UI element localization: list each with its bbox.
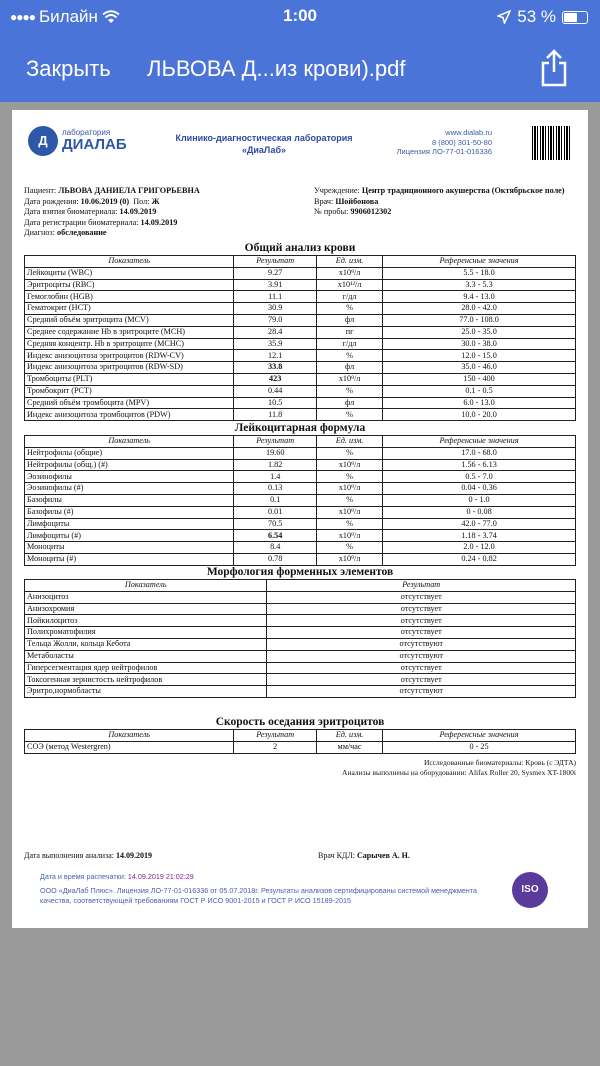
test-name: Эозинофилы (#) <box>25 483 234 495</box>
result-value: 79.0 <box>234 314 317 326</box>
unit: % <box>317 494 383 506</box>
table-row <box>25 326 576 338</box>
table-row <box>25 303 576 315</box>
patient-info <box>24 186 324 239</box>
table-row <box>25 627 576 639</box>
section-esr <box>24 716 576 754</box>
unit: фл <box>317 362 383 374</box>
column-header: Результат <box>234 730 317 742</box>
section-morphology <box>24 566 576 698</box>
column-header: Ед. изм. <box>317 436 383 448</box>
test-name: Среднее содержание Hb в эритроците (MCH) <box>25 326 234 338</box>
reference-range: 35.0 - 46.0 <box>383 362 576 374</box>
result-value: 10.5 <box>234 397 317 409</box>
patient-label: Пациент: <box>24 186 57 195</box>
table-row <box>25 542 576 554</box>
result-value: 0.78 <box>234 553 317 565</box>
test-name: Анизоцитоз <box>25 591 267 603</box>
result-value: 33.8 <box>234 362 317 374</box>
iso-badge-icon: ISO <box>512 872 548 908</box>
institution-info <box>314 186 576 218</box>
table-row <box>25 385 576 397</box>
test-name: Индекс анизоцитоза тромбоцитов (PDW) <box>25 409 234 421</box>
analysis-date <box>24 851 152 860</box>
patient-name: ЛЬВОВА ДАНИЕЛА ГРИГОРЬЕВНА <box>58 186 200 195</box>
logo-subtitle: лаборатория <box>62 128 111 137</box>
carrier: Билайн <box>39 7 98 26</box>
result-value: 0.1 <box>234 494 317 506</box>
test-name: Эритро,нормобласты <box>25 686 267 698</box>
analysis-date-label: Дата выполнения анализа: <box>24 851 114 860</box>
section-title: Скорость оседания эритроцитов <box>215 716 385 728</box>
reference-range: 1.18 - 3.74 <box>383 530 576 542</box>
table-row <box>25 362 576 374</box>
result-value: 6.54 <box>234 530 317 542</box>
test-name: Базофилы <box>25 494 234 506</box>
column-header: Результат <box>234 436 317 448</box>
reference-range: 12.0 - 15.0 <box>383 350 576 362</box>
column-header: Показатель <box>25 580 267 592</box>
esr-table <box>24 729 576 754</box>
unit: мм/час <box>317 741 383 753</box>
result-value: отсутствует <box>267 603 576 615</box>
result-value: 11.1 <box>234 291 317 303</box>
test-name: Гемоглобин (HGB) <box>25 291 234 303</box>
table-row <box>25 553 576 565</box>
result-value: отсутствуют <box>267 638 576 650</box>
result-value: 30.9 <box>234 303 317 315</box>
test-name: Средняя концентр. Hb в эритроците (MCHC) <box>25 338 234 350</box>
result-value: 35.9 <box>234 338 317 350</box>
test-name: Метаболасты <box>25 650 267 662</box>
print-label: Дата и время распечатки: <box>40 872 126 881</box>
result-value: 19.60 <box>234 447 317 459</box>
result-value: отсутствует <box>267 615 576 627</box>
morph-table <box>24 579 576 698</box>
taken-date: 14.09.2019 <box>119 207 157 216</box>
section-cbc <box>24 242 576 421</box>
sample-number: 9906012302 <box>350 207 392 216</box>
unit: x10⁹/л <box>317 483 383 495</box>
reference-range: 0 - 25 <box>383 741 576 753</box>
reference-range: 0.24 - 0.82 <box>383 553 576 565</box>
result-value: 3.91 <box>234 279 317 291</box>
reference-range: 25.0 - 35.0 <box>383 326 576 338</box>
reference-range: 77.0 - 108.0 <box>383 314 576 326</box>
test-name: Моноциты <box>25 542 234 554</box>
column-header: Референсные значения <box>383 256 576 268</box>
column-header: Показатель <box>25 256 234 268</box>
test-name: Полихроматофилия <box>25 627 267 639</box>
test-name: Средний объём тромбоцита (MPV) <box>25 397 234 409</box>
column-header: Референсные значения <box>383 730 576 742</box>
test-name: Тромбоциты (PLT) <box>25 373 234 385</box>
equipment-note: Анализы выполнены на оборудовании: Alifax Roller 20, Sysmex XT-1800i <box>342 768 576 777</box>
status-right <box>497 7 588 27</box>
inst-label: Учреждение: <box>314 186 360 195</box>
test-name: Нейтрофилы (общ.) (#) <box>25 459 234 471</box>
table-row <box>25 267 576 279</box>
kdl-name: Сарычев А. Н. <box>357 851 410 860</box>
test-name: Средний объём эритроцита (MCV) <box>25 314 234 326</box>
logo-name: ДИАЛАБ <box>62 136 127 153</box>
analysis-date-value: 14.09.2019 <box>116 851 152 860</box>
test-name: Нейтрофилы (общие) <box>25 447 234 459</box>
result-value: 0.13 <box>234 483 317 495</box>
unit: фл <box>317 397 383 409</box>
test-name: Лимфоциты <box>25 518 234 530</box>
result-value: 1.4 <box>234 471 317 483</box>
reference-range: 3.3 - 5.3 <box>383 279 576 291</box>
result-value: 9.27 <box>234 267 317 279</box>
test-name: Эритроциты (RBC) <box>25 279 234 291</box>
test-name: Гиперсегментация ядер нейтрофилов <box>25 662 267 674</box>
registered-date: 14.09.2019 <box>140 217 178 227</box>
lab-name-line2: «ДиаЛаб» <box>241 145 287 155</box>
share-icon[interactable] <box>538 48 570 88</box>
result-value: 12.1 <box>234 350 317 362</box>
barcode-icon <box>532 126 572 160</box>
unit: % <box>317 350 383 362</box>
reference-range: 5.5 - 18.0 <box>383 267 576 279</box>
result-value: 11.8 <box>234 409 317 421</box>
test-name: СОЭ (метод Westergren) <box>25 741 234 753</box>
section-title: Лейкоцитарная формула <box>234 422 366 434</box>
kdl-label: Врач КДЛ: <box>318 851 356 860</box>
column-header: Референсные значения <box>383 436 576 448</box>
table-row <box>25 338 576 350</box>
result-value: отсутствует <box>267 591 576 603</box>
biomaterial-note: Исследованные биоматериалы: Кровь (с ЭДТА) <box>423 758 576 767</box>
unit: x10⁹/л <box>317 373 383 385</box>
sex-label: Пол: <box>133 196 150 206</box>
test-name: Индекс анизоцитоза эритроцитов (RDW-CV) <box>25 350 234 362</box>
reference-range: 150 - 400 <box>383 373 576 385</box>
section-title: Морфология форменных элементов <box>206 566 394 578</box>
lab-phone: 8 (800) 301-50-80 <box>431 137 492 147</box>
wbc-table <box>24 435 576 566</box>
unit: x10⁹/л <box>317 459 383 471</box>
table-row <box>25 603 576 615</box>
unit: % <box>317 409 383 421</box>
lab-header <box>12 110 588 176</box>
unit: x10⁹/л <box>317 530 383 542</box>
sample-label: № пробы: <box>314 207 349 216</box>
table-row <box>25 650 576 662</box>
reference-range: 0.04 - 0.36 <box>383 483 576 495</box>
pdf-page <box>12 110 588 928</box>
location-arrow-icon <box>497 10 511 24</box>
battery-percent: 53 % <box>517 7 556 26</box>
clock: 1:00 <box>282 6 318 25</box>
reference-range: 28.0 - 42.0 <box>383 303 576 315</box>
reference-range: 42.0 - 77.0 <box>383 518 576 530</box>
battery-icon <box>562 11 588 24</box>
reference-range: 0.1 - 0.5 <box>383 385 576 397</box>
table-row <box>25 741 576 753</box>
table-row <box>25 373 576 385</box>
table-row <box>25 494 576 506</box>
column-header: Ед. изм. <box>317 256 383 268</box>
unit: пг <box>317 326 383 338</box>
table-row <box>25 662 576 674</box>
dob: 10.06.2019 (0) <box>80 196 130 206</box>
test-name: Лейкоциты (WBC) <box>25 267 234 279</box>
doctor: Шойбонова <box>335 196 379 206</box>
result-value: отсутствуют <box>267 650 576 662</box>
result-value: 8.4 <box>234 542 317 554</box>
reference-range: 2.0 - 12.0 <box>383 542 576 554</box>
table-row <box>25 518 576 530</box>
reference-range: 9.4 - 13.0 <box>383 291 576 303</box>
table-row <box>25 471 576 483</box>
table-row <box>25 459 576 471</box>
result-value: 0.01 <box>234 506 317 518</box>
section-leukocyte-formula <box>24 422 576 566</box>
table-row <box>25 686 576 698</box>
table-row <box>25 291 576 303</box>
test-name: Пойкилоцитоз <box>25 615 267 627</box>
doctor-label: Врач: <box>314 196 334 206</box>
test-name: Индекс анизоцитоза эритроцитов (RDW-SD) <box>25 362 234 374</box>
table-row <box>25 615 576 627</box>
table-row <box>25 674 576 686</box>
column-header: Результат <box>234 256 317 268</box>
viewer-background <box>0 928 600 1066</box>
unit: % <box>317 303 383 315</box>
result-value: 2 <box>234 741 317 753</box>
notes <box>24 758 576 778</box>
table-row <box>25 591 576 603</box>
lab-name <box>164 132 364 156</box>
result-value: отсутствует <box>267 627 576 639</box>
reference-range: 17.0 - 68.0 <box>383 447 576 459</box>
institution: Центр традиционного акушерства (Октябрьское поле) <box>361 186 565 195</box>
test-name: Базофилы (#) <box>25 506 234 518</box>
close-button[interactable]: Закрыть <box>26 56 111 81</box>
unit: x10⁹/л <box>317 553 383 565</box>
test-name: Эозинофилы <box>25 471 234 483</box>
unit: % <box>317 447 383 459</box>
signal-icon: ●●●● <box>10 10 35 24</box>
section-title: Общий анализ крови <box>244 242 356 254</box>
taken-label: Дата взятия биоматериала: <box>24 207 118 216</box>
unit: г/дл <box>317 291 383 303</box>
reference-range: 10.0 - 20.0 <box>383 409 576 421</box>
legal-text: ООО «ДиаЛаб Плюс». Лицензия ЛО-77-01-016336 от 05.07.2018г. Результаты анализов сертифицированы системой менеджмента качества, соответствующей требованиям ГОСТ Р ИСО 9001-2015 и ГОСТ Р ИСО 15189-2015 <box>40 886 477 905</box>
table-row <box>25 350 576 362</box>
column-header: Результат <box>267 580 576 592</box>
unit: % <box>317 518 383 530</box>
print-stamp <box>40 872 560 906</box>
result-value: 0.44 <box>234 385 317 397</box>
lab-name-line1: Клинико-диагностическая лаборатория <box>175 133 353 143</box>
column-header: Показатель <box>25 436 234 448</box>
sex: Ж <box>151 196 160 206</box>
reference-range: 1.56 - 6.13 <box>383 459 576 471</box>
test-name: Лимфоциты (#) <box>25 530 234 542</box>
status-bar <box>0 0 600 34</box>
table-row <box>25 506 576 518</box>
document-title: ЛЬВОВА Д...из крови).pdf <box>147 56 406 81</box>
diagnosis: обследование <box>57 228 107 237</box>
reference-range: 0.5 - 7.0 <box>383 471 576 483</box>
test-name: Гематокрит (HCT) <box>25 303 234 315</box>
dob-label: Дата рождения: <box>24 196 79 206</box>
table-row <box>25 409 576 421</box>
unit: % <box>317 542 383 554</box>
table-row <box>25 279 576 291</box>
reference-range: 0 - 0.08 <box>383 506 576 518</box>
print-time: 14.09.2019 21:02:29 <box>127 872 194 881</box>
result-value: 70.5 <box>234 518 317 530</box>
test-name: Токсогенная зернистость нейтрофилов <box>25 674 267 686</box>
lab-website: www.dialab.ru <box>445 128 492 137</box>
result-value: 423 <box>234 373 317 385</box>
table-row <box>25 483 576 495</box>
unit: % <box>317 385 383 397</box>
result-value: отсутствует <box>267 662 576 674</box>
registered-label: Дата регистрации биоматериала: <box>24 217 139 227</box>
reference-range: 0 - 1.0 <box>383 494 576 506</box>
column-header: Показатель <box>25 730 234 742</box>
table-row <box>25 314 576 326</box>
lab-license: Лицензия ЛО-77-01-016336 <box>396 147 492 156</box>
unit: x10⁹/л <box>317 267 383 279</box>
kdl-doctor <box>318 851 410 860</box>
test-name: Моноциты (#) <box>25 553 234 565</box>
result-value: 28.4 <box>234 326 317 338</box>
table-row <box>25 530 576 542</box>
test-name: Тромбокрит (PCT) <box>25 385 234 397</box>
test-name: Анизохромия <box>25 603 267 615</box>
result-value: отсутствует <box>267 674 576 686</box>
unit: г/дл <box>317 338 383 350</box>
reference-range: 30.0 - 38.0 <box>383 338 576 350</box>
column-header: Ед. изм. <box>317 730 383 742</box>
unit: фл <box>317 314 383 326</box>
diag-label: Диагноз: <box>24 228 55 237</box>
unit: x10⁹/л <box>317 506 383 518</box>
nav-bar <box>0 34 600 102</box>
cbc-table <box>24 255 576 421</box>
reference-range: 6.0 - 13.0 <box>383 397 576 409</box>
unit: % <box>317 471 383 483</box>
table-row <box>25 638 576 650</box>
unit: x10¹²/л <box>317 279 383 291</box>
table-row <box>25 447 576 459</box>
lab-contacts <box>372 128 492 157</box>
result-value: 1.82 <box>234 459 317 471</box>
table-row <box>25 397 576 409</box>
test-name: Тельца Жолли, кольца Кебота <box>25 638 267 650</box>
dialab-logo-icon: Д <box>28 126 58 156</box>
result-value: отсутствуют <box>267 686 576 698</box>
